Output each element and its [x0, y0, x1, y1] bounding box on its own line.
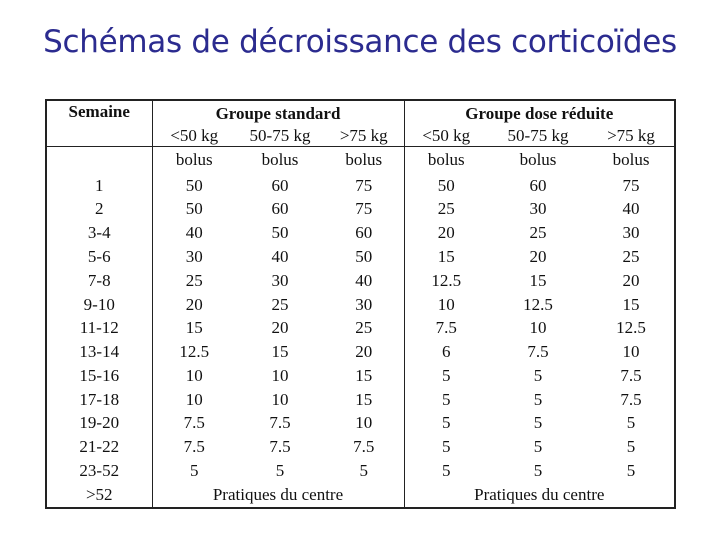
- dose-cell: 5: [533, 389, 543, 409]
- dose-cell: 50: [324, 245, 404, 269]
- weight-header: <50 kg: [152, 126, 236, 147]
- dose-cell: 50: [271, 223, 289, 243]
- dose-cell: 10: [622, 342, 640, 362]
- dose-cell: 15: [324, 388, 404, 412]
- corticoid-taper-table: [45, 99, 676, 509]
- dose-cell: 20: [271, 318, 289, 338]
- dose-cell: 20: [437, 223, 455, 243]
- dose-cell: 7.5: [527, 342, 549, 362]
- week-cell: >52: [46, 483, 152, 508]
- dose-cell: 10: [324, 411, 404, 435]
- dose-cell: 25: [185, 270, 203, 290]
- dose-cell: 10: [185, 365, 203, 385]
- table-row: [46, 292, 675, 316]
- table-row: [46, 364, 675, 388]
- dose-cell: 12.5: [179, 342, 210, 362]
- dose-cell: 20: [622, 270, 640, 290]
- week-cell: 11-12: [46, 316, 152, 340]
- bolus-cell: bolus: [261, 150, 299, 170]
- dose-cell: 30: [271, 270, 289, 290]
- bolus-row: [46, 147, 675, 174]
- dose-cell: 5: [533, 413, 543, 433]
- table-row: [46, 269, 675, 293]
- dose-cell: 5: [442, 365, 451, 385]
- dose-cell: 75: [324, 197, 404, 221]
- dose-cell: 5: [533, 365, 543, 385]
- week-cell: 9-10: [46, 292, 152, 316]
- dose-cell: 10: [271, 365, 289, 385]
- week-cell: 2: [46, 197, 152, 221]
- dose-cell: 7.5: [620, 389, 642, 409]
- table-row: [46, 340, 675, 364]
- dose-cell: 10: [271, 389, 289, 409]
- weight-header: <50 kg: [404, 126, 488, 147]
- dose-cell: 5: [626, 461, 636, 481]
- dose-cell: 5: [626, 413, 636, 433]
- dose-cell: 75: [622, 175, 640, 195]
- dose-cell: 40: [324, 269, 404, 293]
- dose-cell: 50: [185, 199, 203, 219]
- dose-cell: 60: [271, 175, 289, 195]
- dose-cell: 20: [324, 340, 404, 364]
- dose-cell: 60: [529, 175, 547, 195]
- table-row: [46, 174, 675, 198]
- week-cell: 19-20: [46, 411, 152, 435]
- dose-cell: 75: [324, 174, 404, 198]
- table-row: [46, 197, 675, 221]
- dose-cell: 15: [324, 364, 404, 388]
- week-cell: 3-4: [46, 221, 152, 245]
- group-header-row: [46, 100, 675, 126]
- bolus-cell: bolus: [175, 150, 213, 170]
- dose-cell: 15: [271, 342, 289, 362]
- semaine-header: Semaine: [46, 100, 152, 147]
- table-row-last: [46, 483, 675, 508]
- bolus-cell: bolus: [324, 147, 404, 174]
- dose-cell: 6: [442, 342, 451, 362]
- dose-cell: 30: [185, 247, 203, 266]
- dose-cell: 15: [622, 294, 640, 314]
- dose-cell: 5: [275, 461, 285, 481]
- dose-cell: 12.5: [431, 270, 462, 290]
- bolus-cell: bolus: [519, 150, 557, 170]
- table-row: [46, 316, 675, 340]
- dose-cell: 10: [185, 389, 203, 409]
- standard-practice-cell: Pratiques du centre: [152, 483, 404, 508]
- week-cell: 5-6: [46, 245, 152, 269]
- weight-header: >75 kg: [588, 126, 675, 147]
- dose-cell: 10: [437, 294, 455, 314]
- dose-cell: 7.5: [620, 365, 642, 385]
- reduced-group-header: Groupe dose réduite: [465, 103, 614, 123]
- reduced-practice-cell: Pratiques du centre: [474, 484, 605, 504]
- dose-cell: 25: [529, 223, 547, 243]
- dose-cell: 40: [185, 223, 203, 243]
- week-cell: [46, 147, 152, 174]
- bolus-cell: bolus: [612, 150, 650, 170]
- weight-header: >75 kg: [324, 126, 404, 147]
- dose-cell: 15: [185, 318, 203, 338]
- table-row: [46, 459, 675, 483]
- dose-cell: 7.5: [269, 413, 291, 433]
- dose-cell: 7.5: [183, 437, 205, 457]
- weight-header: 50-75 kg: [236, 126, 324, 147]
- page-title: Schémas de décroissance des corticoïdes: [43, 24, 677, 60]
- dose-cell: 7.5: [324, 435, 404, 459]
- dose-cell: 7.5: [435, 318, 457, 338]
- table-row: [46, 221, 675, 245]
- dose-cell: 30: [622, 223, 640, 243]
- dose-cell: 30: [529, 199, 547, 219]
- dose-cell: 50: [185, 175, 203, 195]
- dose-cell: 12.5: [523, 294, 553, 314]
- dose-cell: 60: [271, 199, 289, 219]
- dose-cell: 15: [437, 247, 455, 266]
- dose-cell: 5: [442, 437, 451, 457]
- table-row: [46, 245, 675, 269]
- table-row: [46, 435, 675, 459]
- week-cell: 23-52: [46, 459, 152, 483]
- week-cell: 1: [46, 174, 152, 198]
- bolus-cell: bolus: [427, 150, 465, 170]
- dose-cell: 40: [622, 199, 640, 219]
- week-cell: 7-8: [46, 269, 152, 293]
- dose-cell: 20: [529, 247, 547, 266]
- dose-cell: 25: [324, 316, 404, 340]
- dose-cell: 25: [622, 247, 640, 266]
- dose-cell: 5: [533, 461, 543, 481]
- dose-cell: 5: [190, 461, 199, 481]
- table-row: [46, 411, 675, 435]
- dose-cell: 25: [437, 199, 455, 219]
- dose-cell: 5: [626, 437, 636, 457]
- dose-cell: 60: [324, 221, 404, 245]
- dose-cell: 5: [442, 389, 451, 409]
- standard-group-header: Groupe standard: [152, 100, 404, 126]
- dose-cell: 10: [529, 318, 547, 338]
- week-cell: 13-14: [46, 340, 152, 364]
- dose-cell: 7.5: [183, 413, 205, 433]
- week-cell: 17-18: [46, 388, 152, 412]
- table-row: [46, 388, 675, 412]
- dose-cell: 7.5: [269, 437, 291, 457]
- dose-cell: 5: [324, 459, 404, 483]
- dose-cell: 20: [185, 294, 203, 314]
- dose-cell: 40: [271, 247, 289, 266]
- dose-cell: 5: [442, 413, 451, 433]
- week-cell: 21-22: [46, 435, 152, 459]
- dose-cell: 15: [529, 270, 547, 290]
- weight-header: 50-75 kg: [488, 126, 588, 147]
- dose-cell: 12.5: [616, 318, 646, 338]
- week-cell: 15-16: [46, 364, 152, 388]
- dose-cell: 25: [271, 294, 289, 314]
- dose-cell: 30: [324, 292, 404, 316]
- dose-cell: 5: [533, 437, 543, 457]
- dose-cell: 5: [442, 461, 451, 481]
- dose-cell: 50: [437, 175, 455, 195]
